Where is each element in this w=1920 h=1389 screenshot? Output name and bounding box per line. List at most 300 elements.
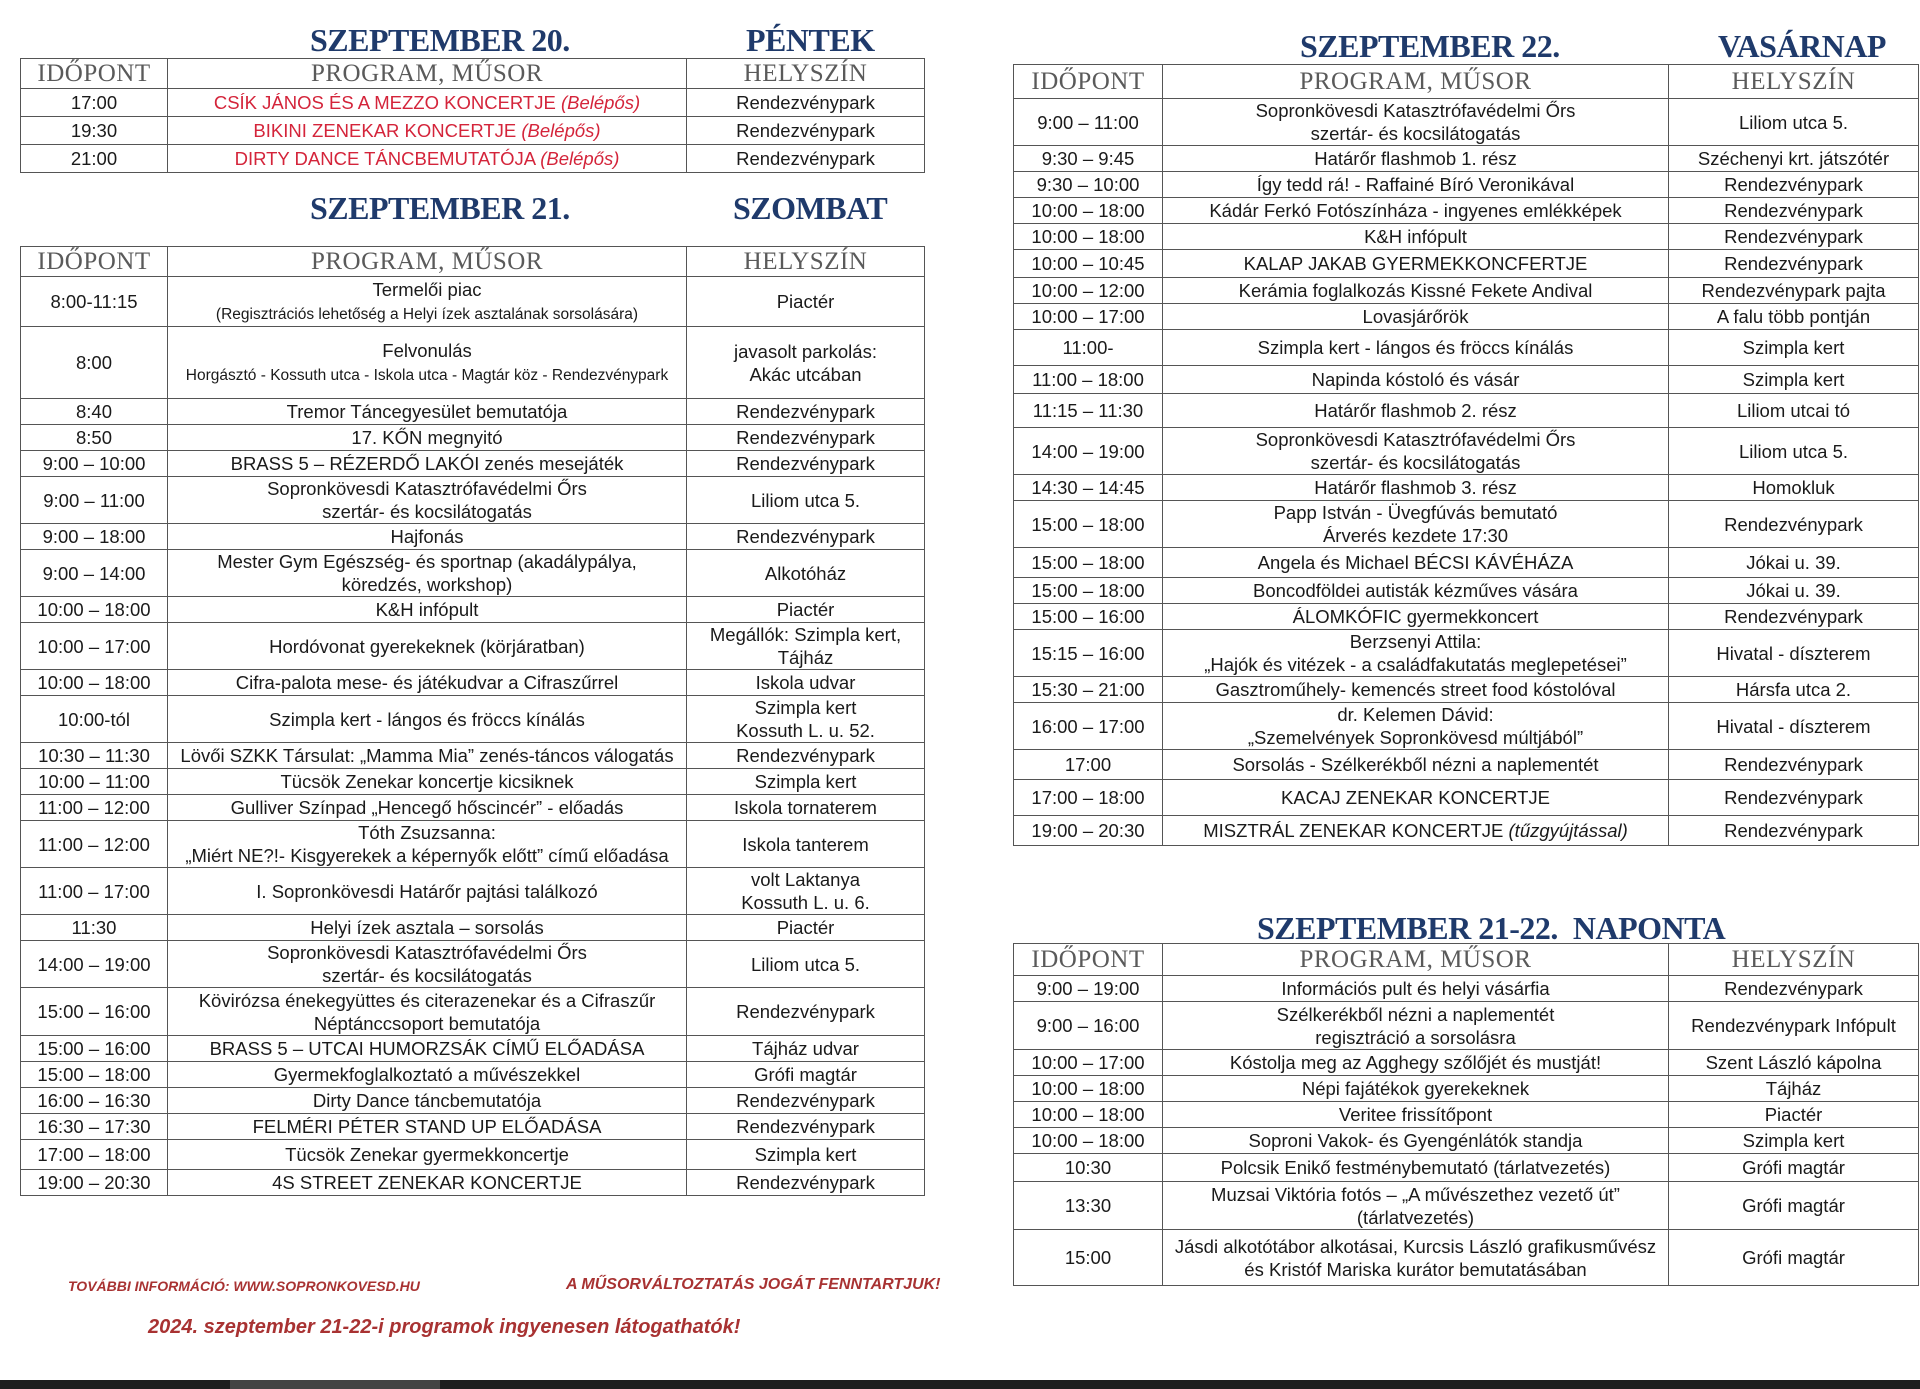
table-header-row xyxy=(21,247,925,277)
row-place: Hivatal - díszterem xyxy=(1669,630,1919,677)
row-program-text: I. Sopronkövesdi Határőr pajtási találkozó xyxy=(256,880,598,902)
row-program-text: Felvonulás xyxy=(382,339,472,361)
row-program xyxy=(1163,1076,1669,1102)
row-place: Szimpla kert Kossuth L. u. 52. xyxy=(687,696,925,743)
row-time: 10:00 – 18:00 xyxy=(1014,224,1163,250)
col-header-time: IDŐPONT xyxy=(1014,65,1163,99)
row-program xyxy=(1163,630,1669,677)
row-program-text: Határőr flashmob 1. rész xyxy=(1314,148,1517,169)
row-place: Liliom utcai tó xyxy=(1669,394,1919,428)
row-program xyxy=(168,327,687,399)
row-place: Rendezvénypark Infópult xyxy=(1669,1002,1919,1050)
row-program-text: Cifra-palota mese- és játékudvar a Cifraszűrrel xyxy=(235,672,619,693)
row-program xyxy=(168,277,687,327)
row-program-text: Kerámia foglalkozás Kissné Fekete Andival xyxy=(1238,280,1593,301)
row-program-text: Népi fajátékok gyerekeknek xyxy=(1301,1078,1530,1099)
table-row xyxy=(21,117,925,145)
table-row xyxy=(1014,278,1919,304)
row-time: 16:30 – 17:30 xyxy=(21,1114,168,1140)
table-row xyxy=(1014,976,1919,1002)
row-place: Liliom utca 5. xyxy=(1669,428,1919,475)
row-program-text: Angela és Michael BÉCSI KÁVÉHÁZA xyxy=(1257,552,1574,573)
row-program xyxy=(1163,146,1669,172)
row-program-text: Tóth Zsuzsanna: „Miért NE?!- Kisgyerekek a képernyők előtt” című előadása xyxy=(185,822,669,866)
row-time: 15:00 – 18:00 xyxy=(21,1062,168,1088)
table-row xyxy=(1014,1002,1919,1050)
table-row xyxy=(1014,578,1919,604)
row-program-text: Napinda kóstoló és vásár xyxy=(1311,369,1520,390)
row-program xyxy=(168,941,687,988)
footer-info-link[interactable]: TOVÁBBI INFORMÁCIÓ: WWW.SOPRONKOVESD.HU xyxy=(68,1278,420,1294)
table-header-row xyxy=(21,59,925,89)
col-header-program: PROGRAM, MŰSOR xyxy=(1163,944,1669,976)
row-program xyxy=(168,795,687,821)
row-place: Rendezvénypark xyxy=(1669,198,1919,224)
friday-day-heading: PÉNTEK xyxy=(746,22,875,58)
row-time: 17:00 – 18:00 xyxy=(21,1140,168,1170)
table-row xyxy=(1014,630,1919,677)
row-place: Rendezvénypark xyxy=(1669,250,1919,278)
row-program xyxy=(168,769,687,795)
row-place: Homokluk xyxy=(1669,475,1919,501)
row-time: 15:30 – 21:00 xyxy=(1014,677,1163,703)
row-program xyxy=(168,425,687,451)
row-place: Rendezvénypark xyxy=(1669,224,1919,250)
row-program xyxy=(1163,1230,1669,1286)
row-place: volt Laktanya Kossuth L. u. 6. xyxy=(687,868,925,915)
row-program-subtext: (Regisztrációs lehetőség a Helyi ízek asztalának sorsolására) xyxy=(215,305,639,323)
row-program-text: Határőr flashmob 2. rész xyxy=(1314,400,1517,421)
table-row xyxy=(21,1140,925,1170)
table-row xyxy=(1014,750,1919,780)
row-time: 11:00 – 18:00 xyxy=(1014,366,1163,394)
row-time: 10:00 – 12:00 xyxy=(1014,278,1163,304)
row-time: 8:00-11:15 xyxy=(21,277,168,327)
row-program xyxy=(1163,278,1669,304)
row-time: 8:50 xyxy=(21,425,168,451)
row-place: Hivatal - díszterem xyxy=(1669,703,1919,750)
row-program xyxy=(1163,330,1669,366)
row-time: 15:00 – 16:00 xyxy=(1014,604,1163,630)
row-program: CSÍK JÁNOS ÉS A MEZZO KONCERTJE (Belépős) xyxy=(168,89,687,117)
row-time: 10:00-tól xyxy=(21,696,168,743)
table-row xyxy=(1014,816,1919,846)
row-program-subtext: Horgásztó - Kossuth utca - Iskola utca - Magtár köz - Rendezvénypark xyxy=(185,366,669,384)
row-program xyxy=(168,670,687,696)
saturday-schedule-table xyxy=(20,246,925,1196)
footer-rights-note: A MŰSORVÁLTOZTATÁS JOGÁT FENNTARTJUK! xyxy=(566,1276,941,1293)
table-row xyxy=(21,1170,925,1196)
row-program xyxy=(168,696,687,743)
row-program-text: Szélkerékből nézni a naplementét regisztráció a sorsolásra xyxy=(1276,1003,1555,1048)
col-header-program: PROGRAM, MŰSOR xyxy=(1163,65,1669,99)
row-program-text: Muzsai Viktória fotós – „A művészethez vezető út” (tárlatvezetés) xyxy=(1211,1183,1620,1228)
row-place: Szimpla kert xyxy=(687,1140,925,1170)
row-program xyxy=(1163,501,1669,548)
table-row xyxy=(21,696,925,743)
table-row xyxy=(1014,250,1919,278)
row-time: 16:00 – 17:00 xyxy=(1014,703,1163,750)
row-program-text: Információs pult és helyi vásárfia xyxy=(1281,978,1550,999)
row-time: 11:00- xyxy=(1014,330,1163,366)
row-program-text: Szimpla kert - lángos és fröccs kínálás xyxy=(269,708,585,730)
row-program-text: FELMÉRI PÉTER STAND UP ELŐADÁSA xyxy=(252,1116,602,1137)
bottom-bar-segment xyxy=(230,1380,440,1389)
sunday-date-heading: SZEPTEMBER 22. xyxy=(1300,28,1560,64)
row-place: Rendezvénypark xyxy=(687,1114,925,1140)
row-time: 14:00 – 19:00 xyxy=(1014,428,1163,475)
row-program xyxy=(1163,578,1669,604)
row-program xyxy=(1163,548,1669,578)
row-place: Tájház xyxy=(1669,1076,1919,1102)
row-place: Grófi magtár xyxy=(1669,1154,1919,1182)
daily-schedule-table xyxy=(1013,943,1919,1286)
table-row xyxy=(1014,394,1919,428)
row-place: Rendezvénypark xyxy=(687,743,925,769)
row-program-text: Szimpla kert - lángos és fröccs kínálás xyxy=(1257,337,1574,358)
row-time: 8:40 xyxy=(21,399,168,425)
row-time: 10:00 – 18:00 xyxy=(1014,1076,1163,1102)
row-program-text: Termelői piac xyxy=(372,278,482,300)
row-program xyxy=(1163,780,1669,816)
row-time: 10:00 – 18:00 xyxy=(21,670,168,696)
row-time: 11:00 – 12:00 xyxy=(21,821,168,868)
row-time: 9:30 – 10:00 xyxy=(1014,172,1163,198)
table-row xyxy=(1014,1050,1919,1076)
row-time: 9:00 – 16:00 xyxy=(1014,1002,1163,1050)
row-time: 9:00 – 11:00 xyxy=(1014,99,1163,146)
saturday-day-heading: SZOMBAT xyxy=(733,190,888,226)
row-program xyxy=(168,524,687,550)
row-program-text: 17. KŐN megnyitó xyxy=(351,427,503,448)
row-program xyxy=(1163,1182,1669,1230)
row-program-text: Dirty Dance táncbemutatója xyxy=(312,1090,542,1111)
row-program xyxy=(1163,250,1669,278)
row-program xyxy=(1163,1002,1669,1050)
col-header-place: HELYSZÍN xyxy=(687,59,925,89)
row-program xyxy=(168,988,687,1036)
row-program xyxy=(168,1140,687,1170)
row-place: Liliom utca 5. xyxy=(687,941,925,988)
row-time: 9:00 – 18:00 xyxy=(21,524,168,550)
row-place: Rendezvénypark xyxy=(1669,172,1919,198)
table-row xyxy=(21,769,925,795)
row-place: Rendezvénypark xyxy=(1669,816,1919,846)
row-program-text: Sopronkövesdi Katasztrófavédelmi Őrs szertár- és kocsilátogatás xyxy=(267,478,587,522)
row-program-text: Jásdi alkotótábor alkotásai, Kurcsis László grafikusművész és Kristóf Mariska kurátor bemutatásában xyxy=(1174,1235,1657,1280)
row-time: 19:30 xyxy=(21,117,168,145)
table-row xyxy=(21,941,925,988)
table-row xyxy=(21,868,925,915)
table-row xyxy=(1014,330,1919,366)
row-program-text: Berzsenyi Attila: „Hajók és vitézek - a családfakutatás meglepetései” xyxy=(1204,631,1627,675)
row-place: Rendezvénypark xyxy=(687,524,925,550)
row-time: 9:00 – 10:00 xyxy=(21,451,168,477)
row-program xyxy=(1163,99,1669,146)
row-time: 10:30 – 11:30 xyxy=(21,743,168,769)
row-place: Rendezvénypark xyxy=(687,988,925,1036)
row-program-text: BRASS 5 – UTCAI HUMORZSÁK CÍMŰ ELŐADÁSA xyxy=(209,1038,645,1059)
row-place: Grófi magtár xyxy=(1669,1182,1919,1230)
row-program xyxy=(168,1114,687,1140)
row-place: Iskola tornaterem xyxy=(687,795,925,821)
row-time: 10:00 – 18:00 xyxy=(1014,1102,1163,1128)
row-time: 17:00 xyxy=(1014,750,1163,780)
row-program-text: Kádár Ferkó Fotószínháza - ingyenes emlékképek xyxy=(1209,200,1622,221)
row-program-text: K&H infópult xyxy=(1364,226,1467,247)
row-program-text: Helyi ízek asztala – sorsolás xyxy=(310,917,544,938)
row-time: 10:00 – 10:45 xyxy=(1014,250,1163,278)
row-program-text: Tücsök Zenekar gyermekkoncertje xyxy=(285,1144,569,1165)
row-program-text: Kóstolja meg az Agghegy szőlőjét és mustját! xyxy=(1229,1052,1602,1073)
row-time: 21:00 xyxy=(21,145,168,173)
table-row xyxy=(1014,501,1919,548)
table-row xyxy=(21,451,925,477)
row-place: Szimpla kert xyxy=(1669,366,1919,394)
row-time: 9:00 – 14:00 xyxy=(21,550,168,597)
row-place: A falu több pontján xyxy=(1669,304,1919,330)
table-row xyxy=(21,550,925,597)
friday-date-heading: SZEPTEMBER 20. xyxy=(310,22,570,58)
table-row xyxy=(1014,604,1919,630)
row-place: Liliom utca 5. xyxy=(687,477,925,524)
table-row xyxy=(21,477,925,524)
row-time: 15:00 – 18:00 xyxy=(1014,578,1163,604)
row-time: 11:30 xyxy=(21,915,168,941)
table-row xyxy=(21,277,925,327)
row-program xyxy=(168,623,687,670)
row-program-text: Veritee frissítőpont xyxy=(1338,1104,1493,1125)
row-time: 14:30 – 14:45 xyxy=(1014,475,1163,501)
table-header-row xyxy=(1014,944,1919,976)
row-program-text: Így tedd rá! - Raffainé Bíró Veronikával xyxy=(1256,174,1575,195)
row-program-tag: (tűzgyújtással) xyxy=(1508,820,1628,841)
row-program-text: Sopronkövesdi Katasztrófavédelmi Őrs szertár- és kocsilátogatás xyxy=(267,942,587,986)
row-program xyxy=(1163,304,1669,330)
row-time: 9:30 – 9:45 xyxy=(1014,146,1163,172)
row-time: 8:00 xyxy=(21,327,168,399)
row-program xyxy=(1163,1154,1669,1182)
row-program: BIKINI ZENEKAR KONCERTJE (Belépős) xyxy=(168,117,687,145)
row-program xyxy=(1163,604,1669,630)
row-time: 16:00 – 16:30 xyxy=(21,1088,168,1114)
row-place: Rendezvénypark xyxy=(1669,976,1919,1002)
row-program xyxy=(1163,172,1669,198)
row-program-text: KACAJ ZENEKAR KONCERTJE xyxy=(1281,787,1550,808)
row-program-text: Tücsök Zenekar koncertje kicsiknek xyxy=(280,771,574,792)
table-row xyxy=(1014,99,1919,146)
row-program-text: Mester Gym Egészség- és sportnap (akadálypálya, köredzés, workshop) xyxy=(217,551,637,595)
row-place: Rendezvénypark pajta xyxy=(1669,278,1919,304)
row-place: Piactér xyxy=(687,277,925,327)
col-header-time: IDŐPONT xyxy=(21,247,168,277)
col-header-place: HELYSZÍN xyxy=(1669,65,1919,99)
table-row xyxy=(1014,1230,1919,1286)
row-place: Jókai u. 39. xyxy=(1669,578,1919,604)
row-program xyxy=(168,399,687,425)
row-time: 11:15 – 11:30 xyxy=(1014,394,1163,428)
row-place: Rendezvénypark xyxy=(1669,750,1919,780)
row-program-text: BRASS 5 – RÉZERDŐ LAKÓI zenés mesejáték xyxy=(230,453,624,474)
bottom-bar xyxy=(0,1380,1920,1389)
row-place: Szimpla kert xyxy=(1669,330,1919,366)
row-time: 10:00 – 18:00 xyxy=(21,597,168,623)
row-time: 10:00 – 11:00 xyxy=(21,769,168,795)
row-place: Rendezvénypark xyxy=(687,399,925,425)
row-program-text: Papp István - Üvegfúvás bemutató Árverés kezdete 17:30 xyxy=(1273,502,1558,546)
row-place: Szimpla kert xyxy=(1669,1128,1919,1154)
row-time: 10:00 – 18:00 xyxy=(1014,198,1163,224)
row-time: 10:00 – 18:00 xyxy=(1014,1128,1163,1154)
row-time: 11:00 – 12:00 xyxy=(21,795,168,821)
row-time: 15:00 xyxy=(1014,1230,1163,1286)
row-program xyxy=(168,821,687,868)
row-place: Rendezvénypark xyxy=(687,89,925,117)
row-program-text: Hajfonás xyxy=(390,526,464,547)
friday-schedule-table xyxy=(20,58,925,173)
row-program xyxy=(1163,428,1669,475)
row-program xyxy=(1163,1128,1669,1154)
row-program xyxy=(1163,1102,1669,1128)
row-program-text: Gyermekfoglalkoztató a művészekkel xyxy=(273,1064,581,1085)
row-program xyxy=(1163,198,1669,224)
row-program-text: MISZTRÁL ZENEKAR KONCERTJE xyxy=(1203,820,1504,841)
row-program-text: Lovasjárőrök xyxy=(1362,306,1469,327)
row-program xyxy=(1163,703,1669,750)
row-program-text: Boncodföldei autisták kézműves vására xyxy=(1253,580,1578,601)
row-time: 19:00 – 20:30 xyxy=(1014,816,1163,846)
col-header-place: HELYSZÍN xyxy=(687,247,925,277)
row-program xyxy=(1163,816,1669,846)
row-place: Megállók: Szimpla kert, Tájház xyxy=(687,623,925,670)
table-row xyxy=(21,670,925,696)
table-row xyxy=(1014,1182,1919,1230)
row-place: Rendezvénypark xyxy=(1669,604,1919,630)
table-row xyxy=(21,327,925,399)
row-program xyxy=(168,1088,687,1114)
table-row xyxy=(1014,198,1919,224)
table-row xyxy=(1014,1128,1919,1154)
row-program-text: Sopronkövesdi Katasztrófavédelmi Őrs szertár- és kocsilátogatás xyxy=(1255,429,1576,473)
row-place: Rendezvénypark xyxy=(1669,780,1919,816)
col-header-time: IDŐPONT xyxy=(21,59,168,89)
row-place: Rendezvénypark xyxy=(687,1088,925,1114)
row-program xyxy=(168,477,687,524)
col-header-program: PROGRAM, MŰSOR xyxy=(168,247,687,277)
table-row xyxy=(21,145,925,173)
row-program xyxy=(168,1036,687,1062)
row-program-text: 4S STREET ZENEKAR KONCERTJE xyxy=(272,1172,582,1193)
table-row xyxy=(1014,146,1919,172)
row-place: Rendezvénypark xyxy=(687,451,925,477)
table-row xyxy=(1014,224,1919,250)
row-place: Grófi magtár xyxy=(1669,1230,1919,1286)
table-row xyxy=(21,524,925,550)
row-program-text: Lövői SZKK Társulat: „Mamma Mia” zenés-táncos válogatás xyxy=(180,745,674,766)
row-time: 15:00 – 18:00 xyxy=(1014,548,1163,578)
row-program xyxy=(168,743,687,769)
col-header-place: HELYSZÍN xyxy=(1669,944,1919,976)
row-place: Liliom utca 5. xyxy=(1669,99,1919,146)
table-row xyxy=(1014,475,1919,501)
table-row xyxy=(1014,304,1919,330)
table-header-row xyxy=(1014,65,1919,99)
table-row xyxy=(1014,780,1919,816)
table-row xyxy=(21,425,925,451)
row-place: Piactér xyxy=(687,915,925,941)
row-program-text: KALAP JAKAB GYERMEKKONCFERTJE xyxy=(1243,253,1588,274)
table-row xyxy=(21,821,925,868)
row-program-text: Határőr flashmob 3. rész xyxy=(1314,477,1517,498)
row-place: Iskola tanterem xyxy=(687,821,925,868)
row-program xyxy=(168,1062,687,1088)
saturday-date-heading: SZEPTEMBER 21. xyxy=(310,190,570,226)
table-row xyxy=(1014,548,1919,578)
row-program-text: dr. Kelemen Dávid: „Szemelvények Sopronkövesd múltjából” xyxy=(1247,704,1584,748)
row-program-text: Sopronkövesdi Katasztrófavédelmi Őrs szertár- és kocsilátogatás xyxy=(1255,100,1576,144)
row-place: Tájház udvar xyxy=(687,1036,925,1062)
row-place: Rendezvénypark xyxy=(1669,501,1919,548)
daily-heading: SZEPTEMBER 21-22. NAPONTA xyxy=(1257,910,1726,946)
row-program-text: Kövirózsa énekegyüttes és citerazenekar és a Cifraszűr Néptánccsoport bemutatója xyxy=(198,989,656,1034)
row-program xyxy=(168,915,687,941)
row-time: 17:00 xyxy=(21,89,168,117)
row-place: Grófi magtár xyxy=(687,1062,925,1088)
row-program-text: Gulliver Színpad „Hencegő hőscincér” - előadás xyxy=(230,797,624,818)
table-row xyxy=(21,623,925,670)
table-row xyxy=(21,988,925,1036)
row-place: Rendezvénypark xyxy=(687,425,925,451)
row-place: Piactér xyxy=(687,597,925,623)
table-row xyxy=(21,597,925,623)
row-place: Rendezvénypark xyxy=(687,1170,925,1196)
row-program xyxy=(1163,475,1669,501)
row-place: Szimpla kert xyxy=(687,769,925,795)
row-program xyxy=(1163,366,1669,394)
row-place: Iskola udvar xyxy=(687,670,925,696)
table-row xyxy=(1014,172,1919,198)
row-place: Szent László kápolna xyxy=(1669,1050,1919,1076)
sunday-schedule-table xyxy=(1013,64,1919,846)
row-program-text: K&H infópult xyxy=(375,599,479,620)
table-row xyxy=(1014,703,1919,750)
table-row xyxy=(1014,677,1919,703)
table-row xyxy=(21,1036,925,1062)
table-row xyxy=(21,795,925,821)
row-time: 14:00 – 19:00 xyxy=(21,941,168,988)
table-row xyxy=(21,743,925,769)
table-row xyxy=(21,1062,925,1088)
row-time: 9:00 – 19:00 xyxy=(1014,976,1163,1002)
row-program-text: Hordóvonat gyerekeknek (körjáratban) xyxy=(269,635,585,657)
row-time: 15:00 – 18:00 xyxy=(1014,501,1163,548)
row-place: javasolt parkolás: Akác utcában xyxy=(687,327,925,399)
row-time: 10:00 – 17:00 xyxy=(21,623,168,670)
row-program-text: Tremor Táncegyesület bemutatója xyxy=(286,401,568,422)
table-row xyxy=(1014,1102,1919,1128)
row-program xyxy=(1163,224,1669,250)
table-row xyxy=(21,1088,925,1114)
row-program-text: Sorsolás - Szélkerékből nézni a naplementét xyxy=(1232,754,1599,775)
row-time: 17:00 – 18:00 xyxy=(1014,780,1163,816)
row-program xyxy=(168,1170,687,1196)
table-row xyxy=(21,89,925,117)
row-program xyxy=(1163,394,1669,428)
row-time: 9:00 – 11:00 xyxy=(21,477,168,524)
row-place: Hársfa utca 2. xyxy=(1669,677,1919,703)
footer-free-entry-note: 2024. szeptember 21-22-i programok ingyenesen látogathatók! xyxy=(148,1316,741,1338)
row-place: Alkotóház xyxy=(687,550,925,597)
